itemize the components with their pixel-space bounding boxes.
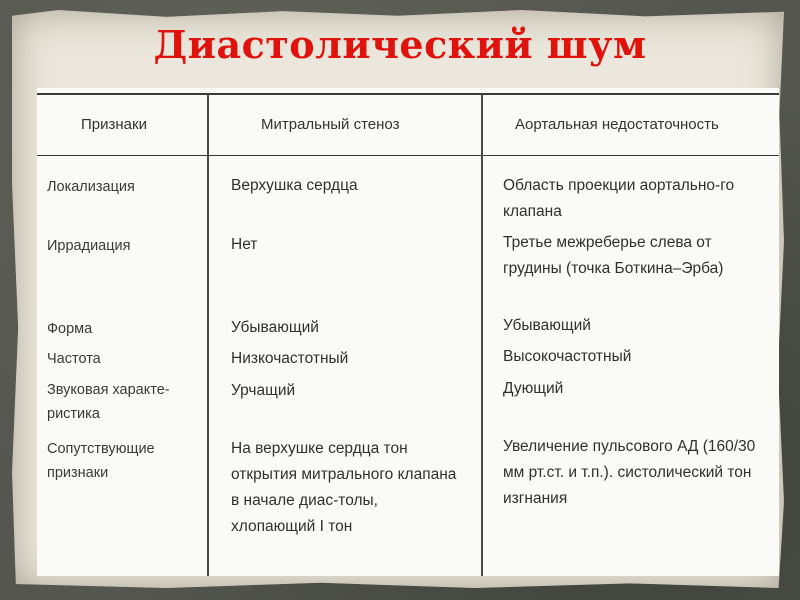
table-top-rule (37, 93, 779, 95)
column-divider-1 (207, 94, 209, 576)
row-sound-character-feature: Звуковая характе-ристика (47, 382, 170, 422)
row-form-mitral: Убывающий (231, 319, 319, 336)
row-frequency-aortic: Высокочастотный (503, 348, 632, 365)
column-divider-2 (481, 94, 483, 576)
row-frequency-feature: Частота (47, 351, 101, 367)
slide-title: Диастолический шум (153, 22, 647, 67)
comparison-table (37, 88, 779, 576)
header-features: Признаки (81, 116, 147, 133)
row-sound-character-aortic: Дующий (503, 380, 564, 397)
row-sound-character-mitral: Урчащий (231, 382, 296, 399)
row-accompanying-aortic: Увеличение пульсового АД (160/30 мм рт.ст. и т.п.). систолический тон изгнания (503, 438, 756, 507)
row-irradiation-mitral: Нет (231, 236, 258, 253)
header-aortic-insufficiency: Аортальная недостаточность (515, 116, 719, 133)
row-irradiation-feature: Иррадиация (47, 238, 131, 254)
row-localization-mitral: Верхушка сердца (231, 177, 358, 194)
row-frequency-mitral: Низкочастотный (231, 350, 349, 367)
row-accompanying-feature: Сопутствующие признаки (47, 441, 155, 481)
row-form-aortic: Убывающий (503, 317, 591, 334)
row-accompanying-mitral: На верхушке сердца тон открытия митрального клапана в начале диас-толы, хлопающий I тон (231, 440, 457, 535)
row-irradiation-aortic: Третье межреберье слева от грудины (точка Боткина–Эрба) (503, 234, 724, 277)
table-header-rule (37, 155, 779, 156)
row-localization-feature: Локализация (47, 179, 135, 195)
row-localization-aortic: Область проекции аортально-го клапана (503, 177, 735, 220)
row-form-feature: Форма (47, 321, 93, 337)
header-mitral-stenosis: Митральный стеноз (261, 116, 400, 133)
